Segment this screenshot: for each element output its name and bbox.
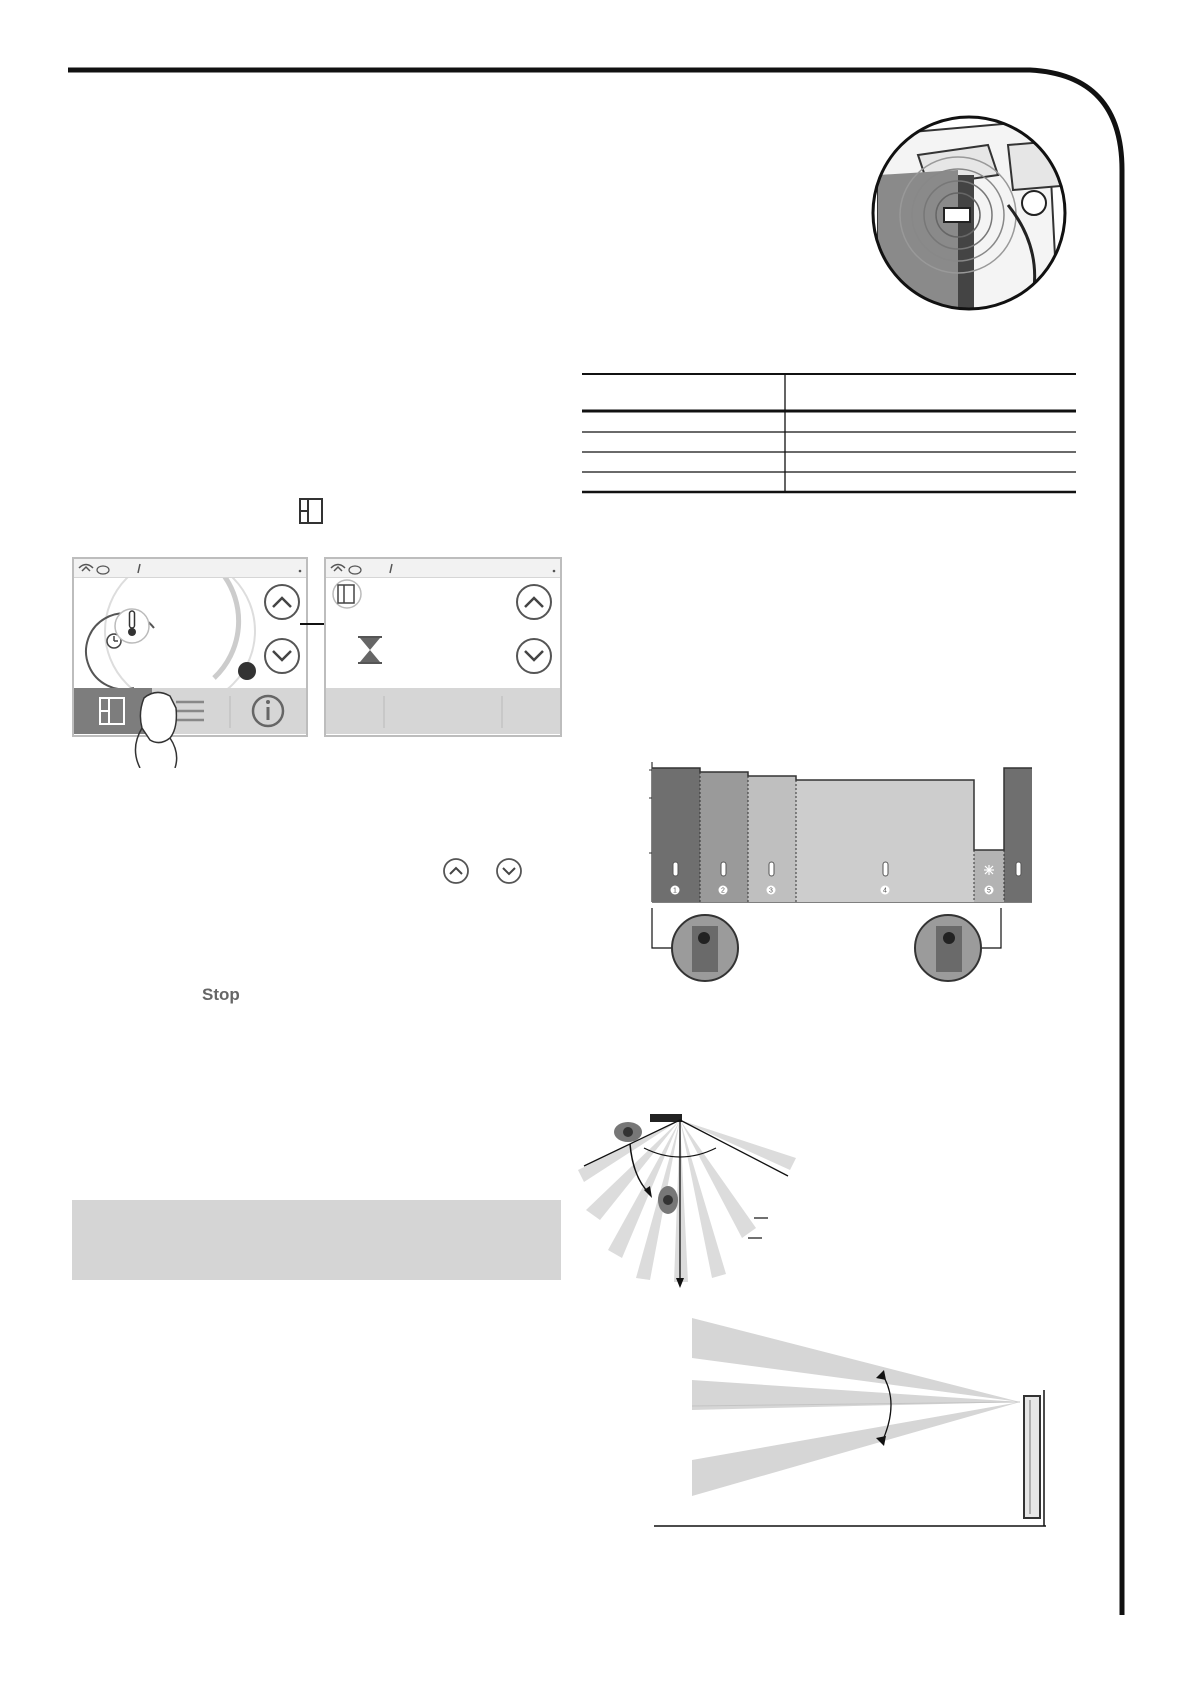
chevron-down-icon[interactable] bbox=[517, 639, 551, 673]
temperature-dial bbox=[74, 578, 306, 688]
zone-number-2: 2 bbox=[721, 887, 725, 895]
chevron-up-icon[interactable] bbox=[265, 585, 299, 619]
person-walking-icon bbox=[138, 564, 140, 573]
chevron-up-icon[interactable] bbox=[517, 585, 551, 619]
thermometer-icon bbox=[721, 862, 726, 876]
zone-number-3: 3 bbox=[769, 887, 773, 895]
cloud-icon bbox=[97, 566, 109, 574]
status-bar bbox=[74, 559, 306, 578]
window-open-timer-panel bbox=[326, 578, 560, 688]
wifi-icon bbox=[331, 565, 345, 572]
stop-label: Stop bbox=[202, 985, 240, 1004]
note-box bbox=[72, 1200, 561, 1280]
sensor-zoom-illustration bbox=[858, 115, 1080, 315]
motion-detection-top-view bbox=[578, 1110, 802, 1290]
hourglass-icon bbox=[358, 637, 382, 663]
motion-detection-side-view bbox=[650, 1310, 1050, 1530]
thermostat-screen-window-open bbox=[324, 557, 562, 737]
thermometer-icon bbox=[673, 862, 678, 876]
specification-table bbox=[582, 372, 1078, 496]
status-bar bbox=[326, 559, 560, 578]
wifi-icon bbox=[79, 565, 93, 572]
bottom-navigation bbox=[326, 688, 560, 734]
info-icon[interactable] bbox=[253, 696, 283, 726]
person-leaving-illustration bbox=[672, 915, 738, 981]
person-returning-illustration bbox=[915, 915, 981, 981]
chevron-down-icon[interactable] bbox=[265, 639, 299, 673]
zone-number-1: 1 bbox=[673, 887, 677, 895]
person-walking-icon bbox=[390, 564, 392, 573]
snowflake-icon bbox=[984, 865, 994, 875]
thermometer-icon bbox=[883, 862, 888, 876]
zone-number-4: 4 bbox=[883, 887, 887, 895]
chevron-down-icon bbox=[495, 857, 523, 885]
zone-number-5: 5 bbox=[987, 887, 991, 895]
temperature-zones-diagram bbox=[640, 758, 1040, 988]
finger-press-illustration bbox=[120, 688, 200, 768]
chevron-up-icon bbox=[442, 857, 470, 885]
thermometer-icon bbox=[1016, 862, 1021, 876]
thermometer-icon bbox=[769, 862, 774, 876]
thermometer-icon bbox=[115, 609, 149, 643]
cloud-icon bbox=[349, 566, 361, 574]
window-open-icon bbox=[298, 497, 324, 525]
window-open-icon bbox=[333, 580, 361, 608]
